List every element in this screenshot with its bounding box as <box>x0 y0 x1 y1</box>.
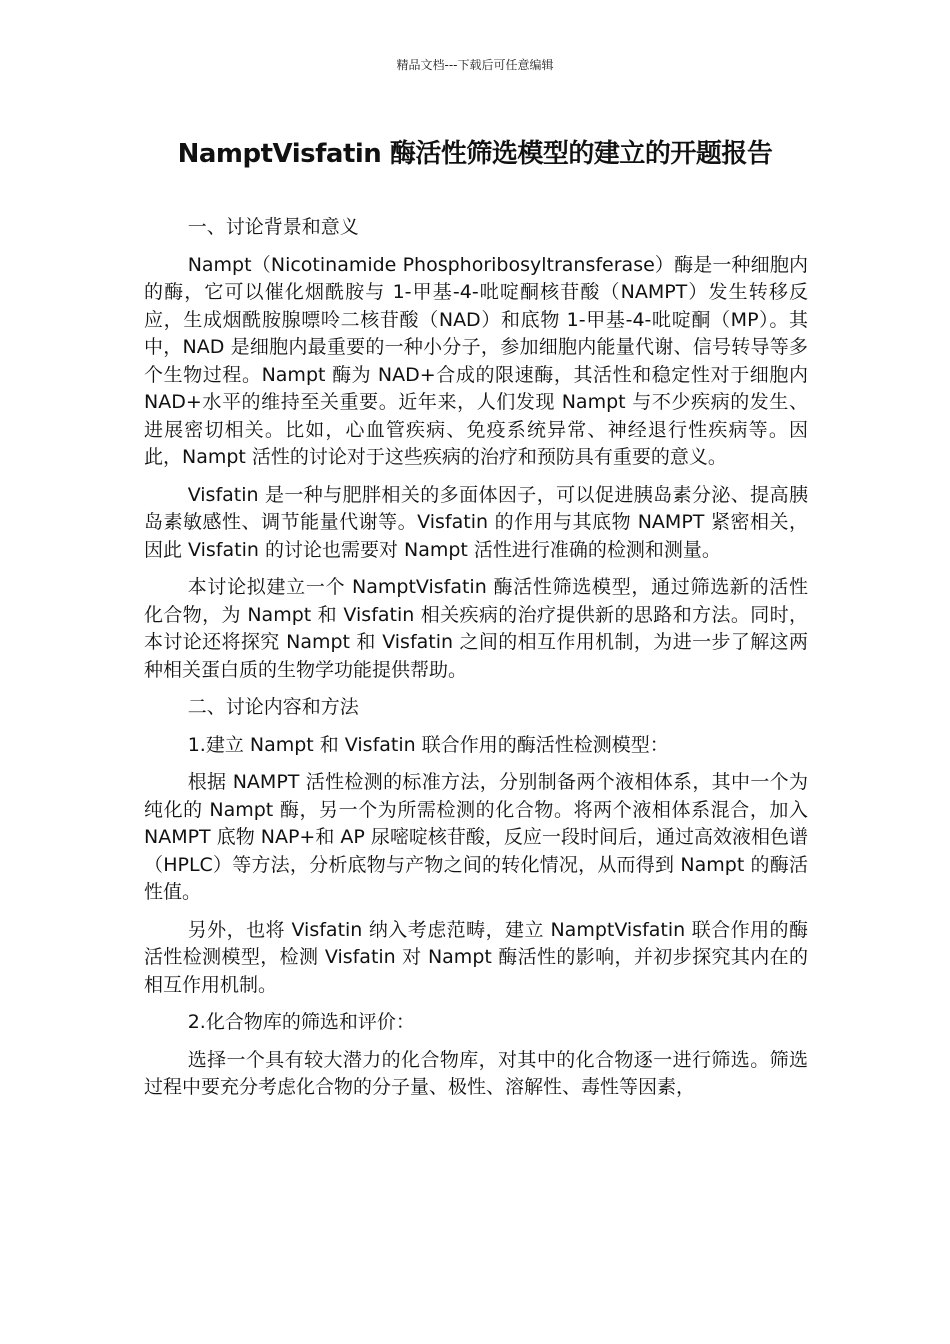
document-body <box>144 214 808 1112</box>
paragraph-research-aim: 本讨论拟建立一个 NamptVisfatin 酶活性筛选模型，通过筛选新的活性化合物，为 Nampt 和 Visfatin 相关疾病的治疗提供新的思路和方法。同时，本讨论还将探究 Nampt 和 Visfatin 之间的相互作用机制，为进一步了解这两种相关蛋白质的生物学功能提供帮助。 <box>144 576 808 681</box>
paragraph-nampt-intro: Nampt（Nicotinamide Phosphoribosyltransferase）酶是一种细胞内的酶，它可以催化烟酰胺与 1-甲基-4-吡啶酮核苷酸（NAMPT）发生转移反应，生成烟酰胺腺嘌呤二核苷酸（NAD）和底物 1-甲基-4-吡啶酮（MP）。其中，NAD 是细胞内最重要的一种小分子，参加细胞内能量代谢、信号转导等多个生物过程。Nampt 酶为 NAD+合成的限速酶，其活性和稳定性对于细胞内 NAD+水平的维持至关重要。近年来，人们发现 Nampt 与不少疾病的发生、进展密切相关。比如，心血管疾病、免疫系统异常、神经退行性疾病等。因此，Nampt 活性的讨论对于这些疾病的治疗和预防具有重要的意义。 <box>144 253 808 468</box>
document-title: NamptVisfatin 酶活性筛选模型的建立的开题报告 <box>177 139 773 169</box>
paragraph-assay-method: 根据 NAMPT 活性检测的标准方法，分别制备两个液相体系，其中一个为纯化的 Nampt 酶，另一个为所需检测的化合物。将两个液相体系混合，加入 NAMPT 底物 NAP+和 AP 尿嘧啶核苷酸，反应一段时间后，通过高效液相色谱（HPLC）等方法，分析底物与产物之间的转化情况，从而得到 Nampt 的酶活性值。 <box>144 771 808 903</box>
subsection-heading-screening: 2.化合物库的筛选和评价： <box>187 1011 415 1033</box>
section-heading-methods: 二、讨论内容和方法 <box>187 696 359 718</box>
subsection-heading-model: 1.建立 Nampt 和 Visfatin 联合作用的酶活性检测模型： <box>187 733 669 756</box>
paragraph-visfatin-intro: Visfatin 是一种与肥胖相关的多面体因子，可以促进胰岛素分泌、提高胰岛素敏感性、调节能量代谢等。Visfatin 的作用与其底物 NAMPT 紧密相关，因此 Visfatin 的讨论也需要对 Nampt 活性进行准确的检测和测量。 <box>144 483 808 561</box>
section-heading-background: 一、讨论背景和意义 <box>187 216 359 238</box>
header-note: 精品文档---下载后可任意编辑 <box>396 58 554 72</box>
paragraph-combined-model: 另外，也将 Visfatin 纳入考虑范畴，建立 NamptVisfatin 联合作用的酶活性检测模型，检测 Visfatin 对 Nampt 酶活性的影响，并初步探究其内在的相互作用机制。 <box>144 918 808 996</box>
paragraph-library-screening: 选择一个具有较大潜力的化合物库，对其中的化合物逐一进行筛选。筛选过程中要充分考虑化合物的分子量、极性、溶解性、毒性等因素， <box>144 1048 808 1098</box>
